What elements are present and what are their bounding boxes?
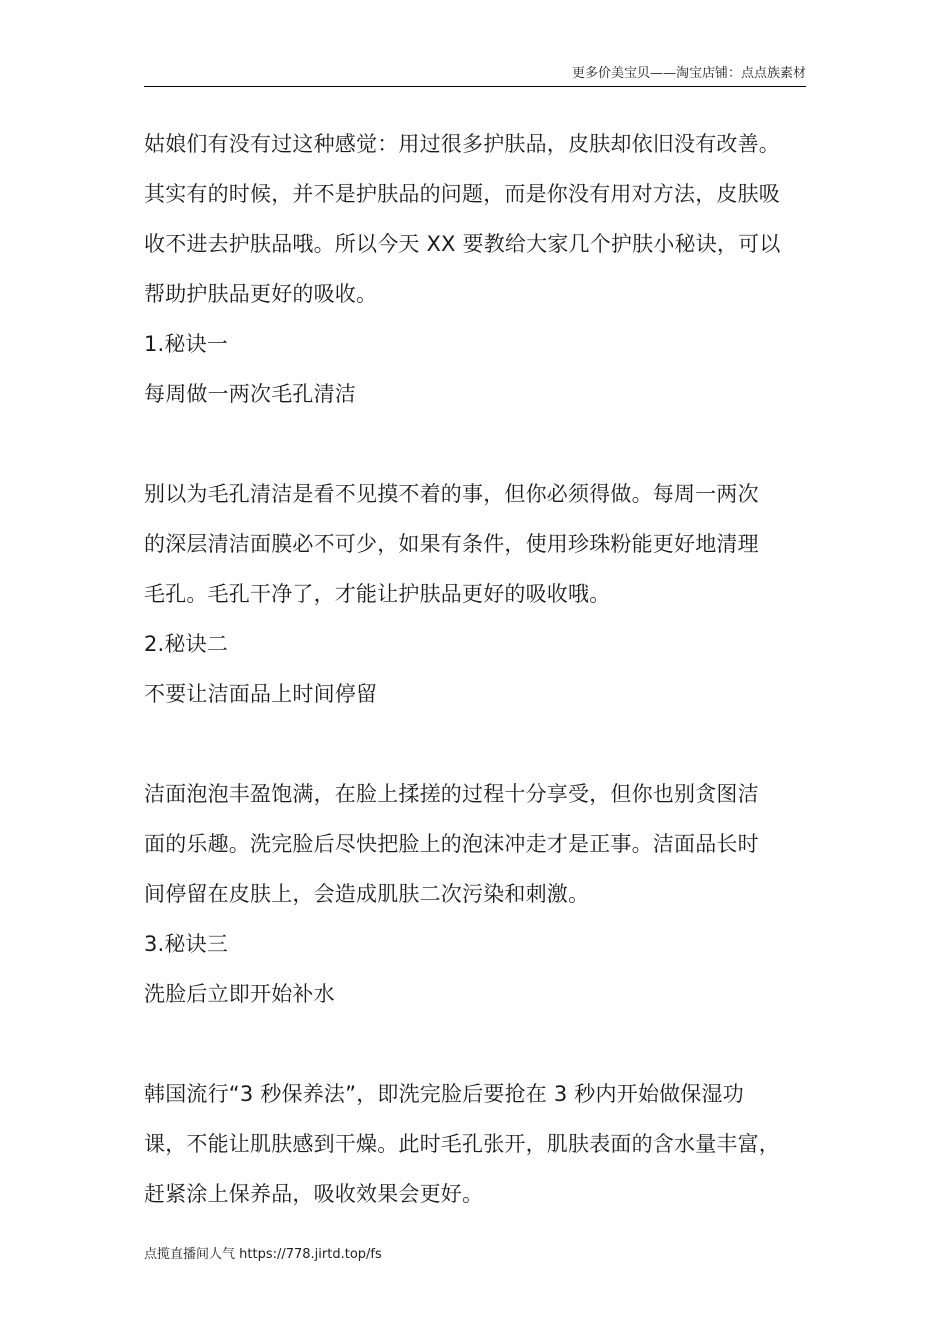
tip2-body-line: 面的乐趣。洗完脸后尽快把脸上的泡沫冲走才是正事。洁面品长时 <box>144 832 759 856</box>
tip3-body-line: 赶紧涂上保养品，吸收效果会更好。 <box>144 1182 484 1206</box>
page-footer: 点揽直播间人气 https://778.jirtd.top/fs <box>144 1247 382 1262</box>
tip1-body-line: 别以为毛孔清洁是看不见摸不着的事，但你必须得做。每周一两次 <box>144 482 759 506</box>
header-shop-text: 更多价美宝贝——淘宝店铺：点点族素材 <box>571 66 806 81</box>
tip3-heading: 3.秘诀三 <box>144 932 229 956</box>
intro-line: 收不进去护肤品哦。所以今天 XX 要教给大家几个护肤小秘诀，可以 <box>144 232 781 256</box>
document-body <box>144 119 812 1219</box>
tip2-heading: 2.秘诀二 <box>144 632 229 656</box>
page-header <box>144 66 806 87</box>
tip2-body-line: 间停留在皮肤上，会造成肌肤二次污染和刺激。 <box>144 882 590 906</box>
intro-line: 帮助护肤品更好的吸收。 <box>144 282 378 306</box>
tip3-body-line: 课，不能让肌肤感到干燥。此时毛孔张开，肌肤表面的含水量丰富， <box>144 1132 780 1156</box>
blank-line <box>144 719 812 769</box>
blank-line <box>144 1019 812 1069</box>
tip2-subtitle: 不要让洁面品上时间停留 <box>144 682 378 706</box>
tip3-subtitle: 洗脸后立即开始补水 <box>144 982 335 1006</box>
tip2-body-line: 洁面泡泡丰盈饱满，在脸上揉搓的过程十分享受，但你也别贪图洁 <box>144 782 759 806</box>
tip1-heading: 1.秘诀一 <box>144 332 229 356</box>
intro-line: 姑娘们有没有过这种感觉：用过很多护肤品，皮肤却依旧没有改善。 <box>144 132 780 156</box>
tip1-subtitle: 每周做一两次毛孔清洁 <box>144 382 356 406</box>
tip1-body-line: 毛孔。毛孔干净了，才能让护肤品更好的吸收哦。 <box>144 582 611 606</box>
tip1-body-line: 的深层清洁面膜必不可少，如果有条件，使用珍珠粉能更好地清理 <box>144 532 759 556</box>
intro-line: 其实有的时候，并不是护肤品的问题，而是你没有用对方法，皮肤吸 <box>144 182 780 206</box>
tip3-body-line: 韩国流行“3 秒保养法”，即洗完脸后要抢在 3 秒内开始做保湿功 <box>144 1082 744 1106</box>
blank-line <box>144 419 812 469</box>
